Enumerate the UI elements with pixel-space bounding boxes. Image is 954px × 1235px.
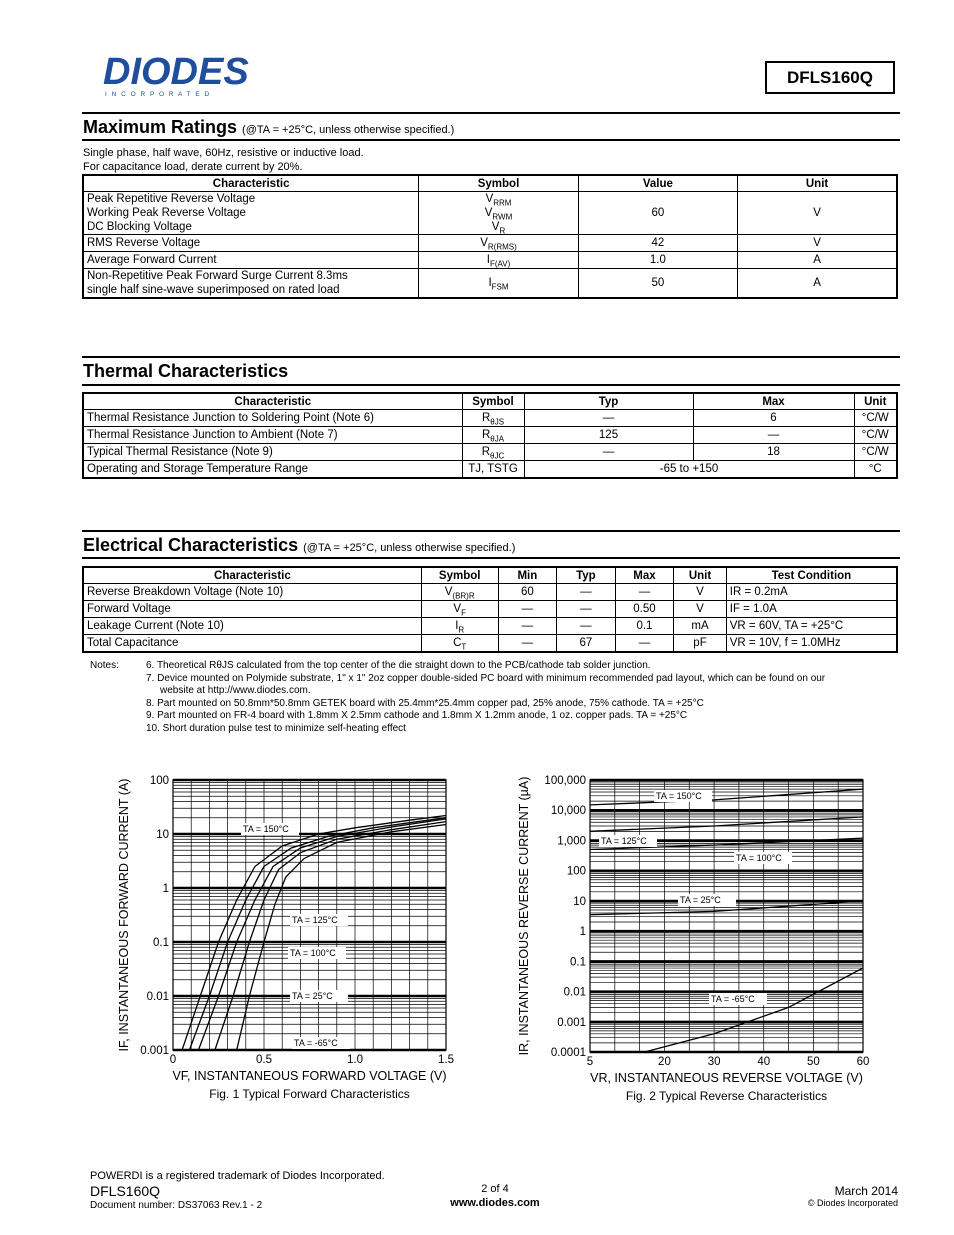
- series-line: [182, 816, 446, 1051]
- note-item: 9. Part mounted on FR-4 board with 1.8mm X 2.5mm cathode and 1.8mm X 1.2mm anode, 1 oz. copper pads. TA = +25°C: [146, 710, 688, 721]
- test-condition-cell: IF = 1.0A: [726, 601, 897, 618]
- y-axis-title: IF, INSTANTANEOUS FORWARD CURRENT (A): [117, 778, 131, 1052]
- y-tick-label: 1,000: [557, 835, 586, 848]
- curve-label: TA = 25°C: [680, 895, 721, 905]
- table-row: [83, 584, 897, 601]
- thermal-title: Thermal Characteristics: [83, 361, 289, 381]
- column-header: Symbol: [419, 175, 578, 192]
- symbol-cell: [419, 252, 578, 269]
- symbol-base: R: [481, 446, 491, 458]
- unit-cell: mA: [674, 618, 727, 635]
- table-row: [83, 635, 897, 653]
- electrical-title-text: Electrical Characteristics: [83, 535, 299, 555]
- footer-date: March 2014: [834, 1184, 898, 1198]
- y-tick-label: 0.001: [557, 1016, 586, 1029]
- table-row: [83, 444, 897, 461]
- unit-cell: °C/W: [854, 410, 897, 427]
- y-tick-label: 0.1: [153, 937, 169, 949]
- column-header: Min: [498, 567, 557, 584]
- typ-cell: —: [557, 618, 616, 635]
- symbol-base: V: [491, 221, 500, 233]
- symbol-base: V: [453, 603, 462, 615]
- symbol-subscript: RRM: [493, 198, 512, 208]
- characteristic-cell: [83, 235, 419, 252]
- characteristic-cell: Reverse Breakdown Voltage (Note 10): [83, 584, 421, 601]
- curve-label: TA = 150°C: [243, 824, 289, 834]
- x-tick-label: 20: [658, 1056, 671, 1068]
- max-cell: 18: [693, 444, 854, 461]
- footer-doc-number: Document number: DS37063 Rev.1 - 2: [90, 1200, 263, 1211]
- column-header: Unit: [854, 393, 897, 410]
- symbol-subscript: F(AV): [489, 259, 511, 269]
- y-axis-title: IR, INSTANTANEOUS REVERSE CURRENT (µA): [517, 776, 531, 1056]
- logo-subtitle: I N C O R P O R A T E D: [105, 91, 211, 98]
- unit-cell: pF: [674, 635, 727, 653]
- table-row: [83, 235, 897, 252]
- note-item: 6. Theoretical RθJS calculated from the top center of the die straight down to the PCB/cathode tab solder junction.: [146, 660, 651, 671]
- x-tick-label: 30: [707, 1056, 721, 1068]
- symbol-base: I: [486, 254, 490, 266]
- section-rule: [82, 139, 900, 141]
- section-rule: [82, 356, 900, 358]
- footer-trademark: POWERDI is a registered trademark of Diodes Incorporated.: [90, 1170, 385, 1182]
- symbol-subscript: F: [461, 608, 466, 618]
- column-header: Symbol: [421, 567, 498, 584]
- symbol-cell: [421, 584, 498, 601]
- symbol-subscript: R(RMS): [487, 242, 517, 252]
- symbol-subscript: θJS: [490, 417, 505, 427]
- symbol-line: [422, 206, 574, 220]
- symbol-base: R: [481, 412, 491, 424]
- symbol-subscript: θJC: [490, 451, 505, 461]
- table-row: [83, 252, 897, 269]
- section-rule: [82, 384, 900, 386]
- symbol-line: [422, 220, 574, 234]
- symbol-subscript: FSM: [491, 282, 509, 292]
- unit-cell: V: [674, 601, 727, 618]
- characteristic-cell: Forward Voltage: [83, 601, 421, 618]
- electrical-subtitle: (@TA = +25°C, unless otherwise specified.): [303, 542, 516, 554]
- note-item: 7. Device mounted on Polymide substrate, 1" x 1" 2oz copper double-sided PC board with minimum recommended pad layout, which can be found on our: [146, 672, 826, 684]
- symbol-cell: [419, 235, 578, 252]
- x-tick-label: 0.5: [256, 1054, 272, 1066]
- symbol-base: V: [480, 237, 488, 249]
- thermal-table: [82, 392, 898, 479]
- y-tick-label: 1: [579, 926, 586, 939]
- characteristic-cell: [83, 192, 419, 235]
- table-row: [83, 618, 897, 635]
- footer-page: 2 of 4: [481, 1183, 509, 1195]
- x-tick-label: 1.5: [438, 1054, 454, 1066]
- symbol-base: V: [484, 207, 493, 219]
- symbol-cell: [462, 427, 524, 444]
- section-rule: [82, 530, 900, 532]
- y-tick-label: 0.001: [140, 1045, 169, 1057]
- diodes-logo: [103, 54, 273, 100]
- characteristic-cell: Typical Thermal Resistance (Note 9): [83, 444, 462, 461]
- symbol-base: V: [485, 193, 494, 205]
- symbol-base: C: [453, 637, 462, 649]
- intro-line: For capacitance load, derate current by 20%.: [83, 161, 303, 173]
- max-ratings-table: [82, 174, 898, 299]
- note-item: 10. Short duration pulse test to minimize self-heating effect: [146, 722, 406, 734]
- curve-label: TA = -65°C: [294, 1038, 338, 1048]
- test-condition-cell: IR = 0.2mA: [726, 584, 897, 601]
- unit-cell: °C/W: [854, 427, 897, 444]
- test-condition-cell: VR = 10V, f = 1.0MHz: [726, 635, 897, 653]
- max-ratings-intro: [83, 146, 364, 174]
- characteristic-line: Average Forward Current: [87, 254, 217, 266]
- symbol-subscript: R: [499, 226, 506, 236]
- value-cell: 60: [578, 192, 737, 235]
- electrical-title: [83, 535, 515, 556]
- y-tick-label: 1: [162, 883, 169, 895]
- x-tick-label: 40: [757, 1056, 771, 1068]
- max-cell: —: [615, 584, 674, 601]
- symbol-cell: [421, 601, 498, 618]
- y-tick-label: 100: [566, 865, 586, 878]
- min-cell: —: [498, 635, 557, 653]
- footer-part: DFLS160Q: [90, 1183, 161, 1199]
- column-header: Characteristic: [83, 393, 462, 410]
- plot-frame: [590, 780, 863, 1052]
- column-header: Max: [615, 567, 674, 584]
- symbol-cell: [421, 618, 498, 635]
- symbol-cell: [462, 444, 524, 461]
- figure-caption: Fig. 2 Typical Reverse Characteristics: [625, 1089, 828, 1103]
- test-condition-cell: VR = 60V, TA = +25°C: [726, 618, 897, 635]
- y-tick-label: 100: [149, 775, 169, 787]
- typ-cell: 125: [524, 427, 693, 444]
- typ-cell: —: [557, 584, 616, 601]
- characteristic-line: Non-Repetitive Peak Forward Surge Current 8.3ms: [87, 270, 348, 282]
- series-line: [645, 968, 863, 1052]
- column-header: Symbol: [462, 393, 524, 410]
- column-header: Value: [578, 175, 737, 192]
- max-cell: —: [615, 635, 674, 653]
- section-rule: [82, 112, 900, 114]
- characteristic-line: single half sine-wave superimposed on rated load: [87, 284, 340, 296]
- curve-label: TA = 100°C: [290, 948, 336, 958]
- characteristic-cell: Leakage Current (Note 10): [83, 618, 421, 635]
- characteristic-cell: [83, 252, 419, 269]
- characteristic-line: Peak Repetitive Reverse Voltage: [87, 193, 256, 205]
- symbol-cell: [419, 192, 578, 235]
- table-row: [83, 192, 897, 235]
- symbol-cell: [462, 410, 524, 427]
- y-tick-label: 0.1: [570, 956, 586, 969]
- max-ratings-subtitle: (@TA = +25°C, unless otherwise specified.): [242, 124, 455, 136]
- column-header: Characteristic: [83, 175, 419, 192]
- y-tick-label: 10: [156, 829, 169, 841]
- notes-list: [146, 660, 906, 735]
- fig1-forward-chart: [110, 768, 470, 1108]
- notes-label: Notes:: [90, 660, 119, 671]
- x-axis-title: VF, INSTANTANEOUS FORWARD VOLTAGE (V): [172, 1069, 447, 1083]
- intro-line: Single phase, half wave, 60Hz, resistive or inductive load.: [83, 147, 364, 159]
- characteristic-cell: Thermal Resistance Junction to Ambient (Note 7): [83, 427, 462, 444]
- max-ratings-title: [83, 117, 454, 138]
- typ-cell: —: [524, 444, 693, 461]
- x-tick-label: 0: [169, 1054, 177, 1066]
- y-tick-label: 0.0001: [550, 1047, 586, 1059]
- symbol-cell: [421, 635, 498, 653]
- x-axis-title: VR, INSTANTANEOUS REVERSE VOLTAGE (V): [590, 1071, 863, 1085]
- value-cell: 42: [578, 235, 737, 252]
- table-row: [83, 269, 897, 299]
- column-header: Max: [693, 393, 854, 410]
- min-cell: —: [498, 601, 557, 618]
- x-tick-label: 1.0: [347, 1054, 363, 1066]
- symbol-line: [422, 253, 574, 267]
- curve-label: TA = 100°C: [736, 853, 782, 863]
- characteristic-line: RMS Reverse Voltage: [87, 237, 201, 249]
- column-header: Unit: [674, 567, 727, 584]
- curve-label: TA = 25°C: [292, 991, 333, 1001]
- curve-label: TA = 150°C: [656, 791, 702, 801]
- series-line: [590, 789, 863, 805]
- table-row: [83, 410, 897, 427]
- series-line: [237, 825, 446, 1051]
- unit-cell: V: [738, 192, 897, 235]
- typ-cell: —: [557, 601, 616, 618]
- footer-copyright: © Diodes Incorporated: [807, 1198, 898, 1208]
- electrical-table: [82, 566, 898, 653]
- characteristic-cell: Thermal Resistance Junction to Soldering Point (Note 6): [83, 410, 462, 427]
- max-cell: 0.50: [615, 601, 674, 618]
- note-item: website at http://www.diodes.com.: [160, 685, 311, 696]
- characteristic-line: Working Peak Reverse Voltage: [87, 207, 246, 219]
- min-cell: —: [498, 618, 557, 635]
- x-tick-label: 60: [856, 1056, 870, 1068]
- symbol-subscript: (BR)R: [452, 591, 475, 601]
- symbol-base: R: [481, 429, 491, 441]
- symbol-cell: TJ, TSTG: [462, 461, 524, 479]
- y-tick-label: 100,000: [544, 775, 586, 787]
- table-row: [83, 461, 897, 479]
- typ-cell: 67: [557, 635, 616, 653]
- range-cell: -65 to +150: [524, 461, 854, 479]
- column-header: Test Condition: [726, 567, 897, 584]
- series-line: [199, 819, 447, 1050]
- x-tick-label: 50: [806, 1056, 820, 1068]
- note-item: 8. Part mounted on 50.8mm*50.8mm GETEK board with 25.4mm*25.4mm copper pad, 25% anode, 75% cathode. TA = +25°C: [146, 697, 704, 709]
- unit-cell: °C: [854, 461, 897, 479]
- symbol-base: I: [488, 277, 492, 289]
- characteristic-line: DC Blocking Voltage: [87, 221, 192, 233]
- max-cell: 6: [693, 410, 854, 427]
- y-tick-label: 10: [573, 895, 586, 908]
- symbol-subscript: θJA: [490, 434, 505, 444]
- column-header: Typ: [557, 567, 616, 584]
- symbol-line: [422, 236, 574, 250]
- x-tick-label: 5: [586, 1056, 594, 1068]
- y-tick-label: 0.01: [146, 991, 169, 1003]
- unit-cell: V: [738, 235, 897, 252]
- unit-cell: A: [738, 252, 897, 269]
- curve-label: TA = 125°C: [601, 836, 647, 846]
- symbol-base: I: [455, 620, 459, 632]
- value-cell: 50: [578, 269, 737, 299]
- max-ratings-title-text: Maximum Ratings: [83, 117, 238, 137]
- typ-cell: —: [524, 410, 693, 427]
- part-number-box: DFLS160Q: [765, 61, 895, 94]
- column-header: Unit: [738, 175, 897, 192]
- unit-cell: V: [674, 584, 727, 601]
- characteristic-cell: [83, 269, 419, 299]
- figure-caption: Fig. 1 Typical Forward Characteristics: [209, 1087, 410, 1101]
- symbol-line: [422, 276, 574, 290]
- symbol-subscript: R: [458, 625, 465, 635]
- logo-wordmark: DIODES: [103, 54, 249, 93]
- unit-cell: °C/W: [854, 444, 897, 461]
- section-rule: [82, 557, 900, 559]
- column-header: Characteristic: [83, 567, 421, 584]
- value-cell: 1.0: [578, 252, 737, 269]
- characteristic-cell: Operating and Storage Temperature Range: [83, 461, 462, 479]
- max-cell: 0.1: [615, 618, 674, 635]
- table-row: [83, 427, 897, 444]
- table-row: [83, 601, 897, 618]
- y-tick-label: 0.01: [563, 986, 586, 999]
- curve-label: TA = 125°C: [292, 915, 338, 925]
- fig2-reverse-chart: [510, 768, 880, 1108]
- characteristic-cell: Total Capacitance: [83, 635, 421, 653]
- series-line: [215, 822, 446, 1050]
- symbol-subscript: T: [461, 642, 467, 652]
- curve-label: TA = -65°C: [711, 994, 755, 1004]
- y-tick-label: 10,000: [550, 805, 586, 818]
- symbol-cell: [419, 269, 578, 299]
- symbol-line: [422, 192, 574, 206]
- min-cell: 60: [498, 584, 557, 601]
- unit-cell: A: [738, 269, 897, 299]
- symbol-base: V: [444, 586, 453, 598]
- footer-url[interactable]: www.diodes.com: [450, 1197, 540, 1209]
- max-cell: —: [693, 427, 854, 444]
- column-header: Typ: [524, 393, 693, 410]
- symbol-subscript: RWM: [492, 212, 513, 222]
